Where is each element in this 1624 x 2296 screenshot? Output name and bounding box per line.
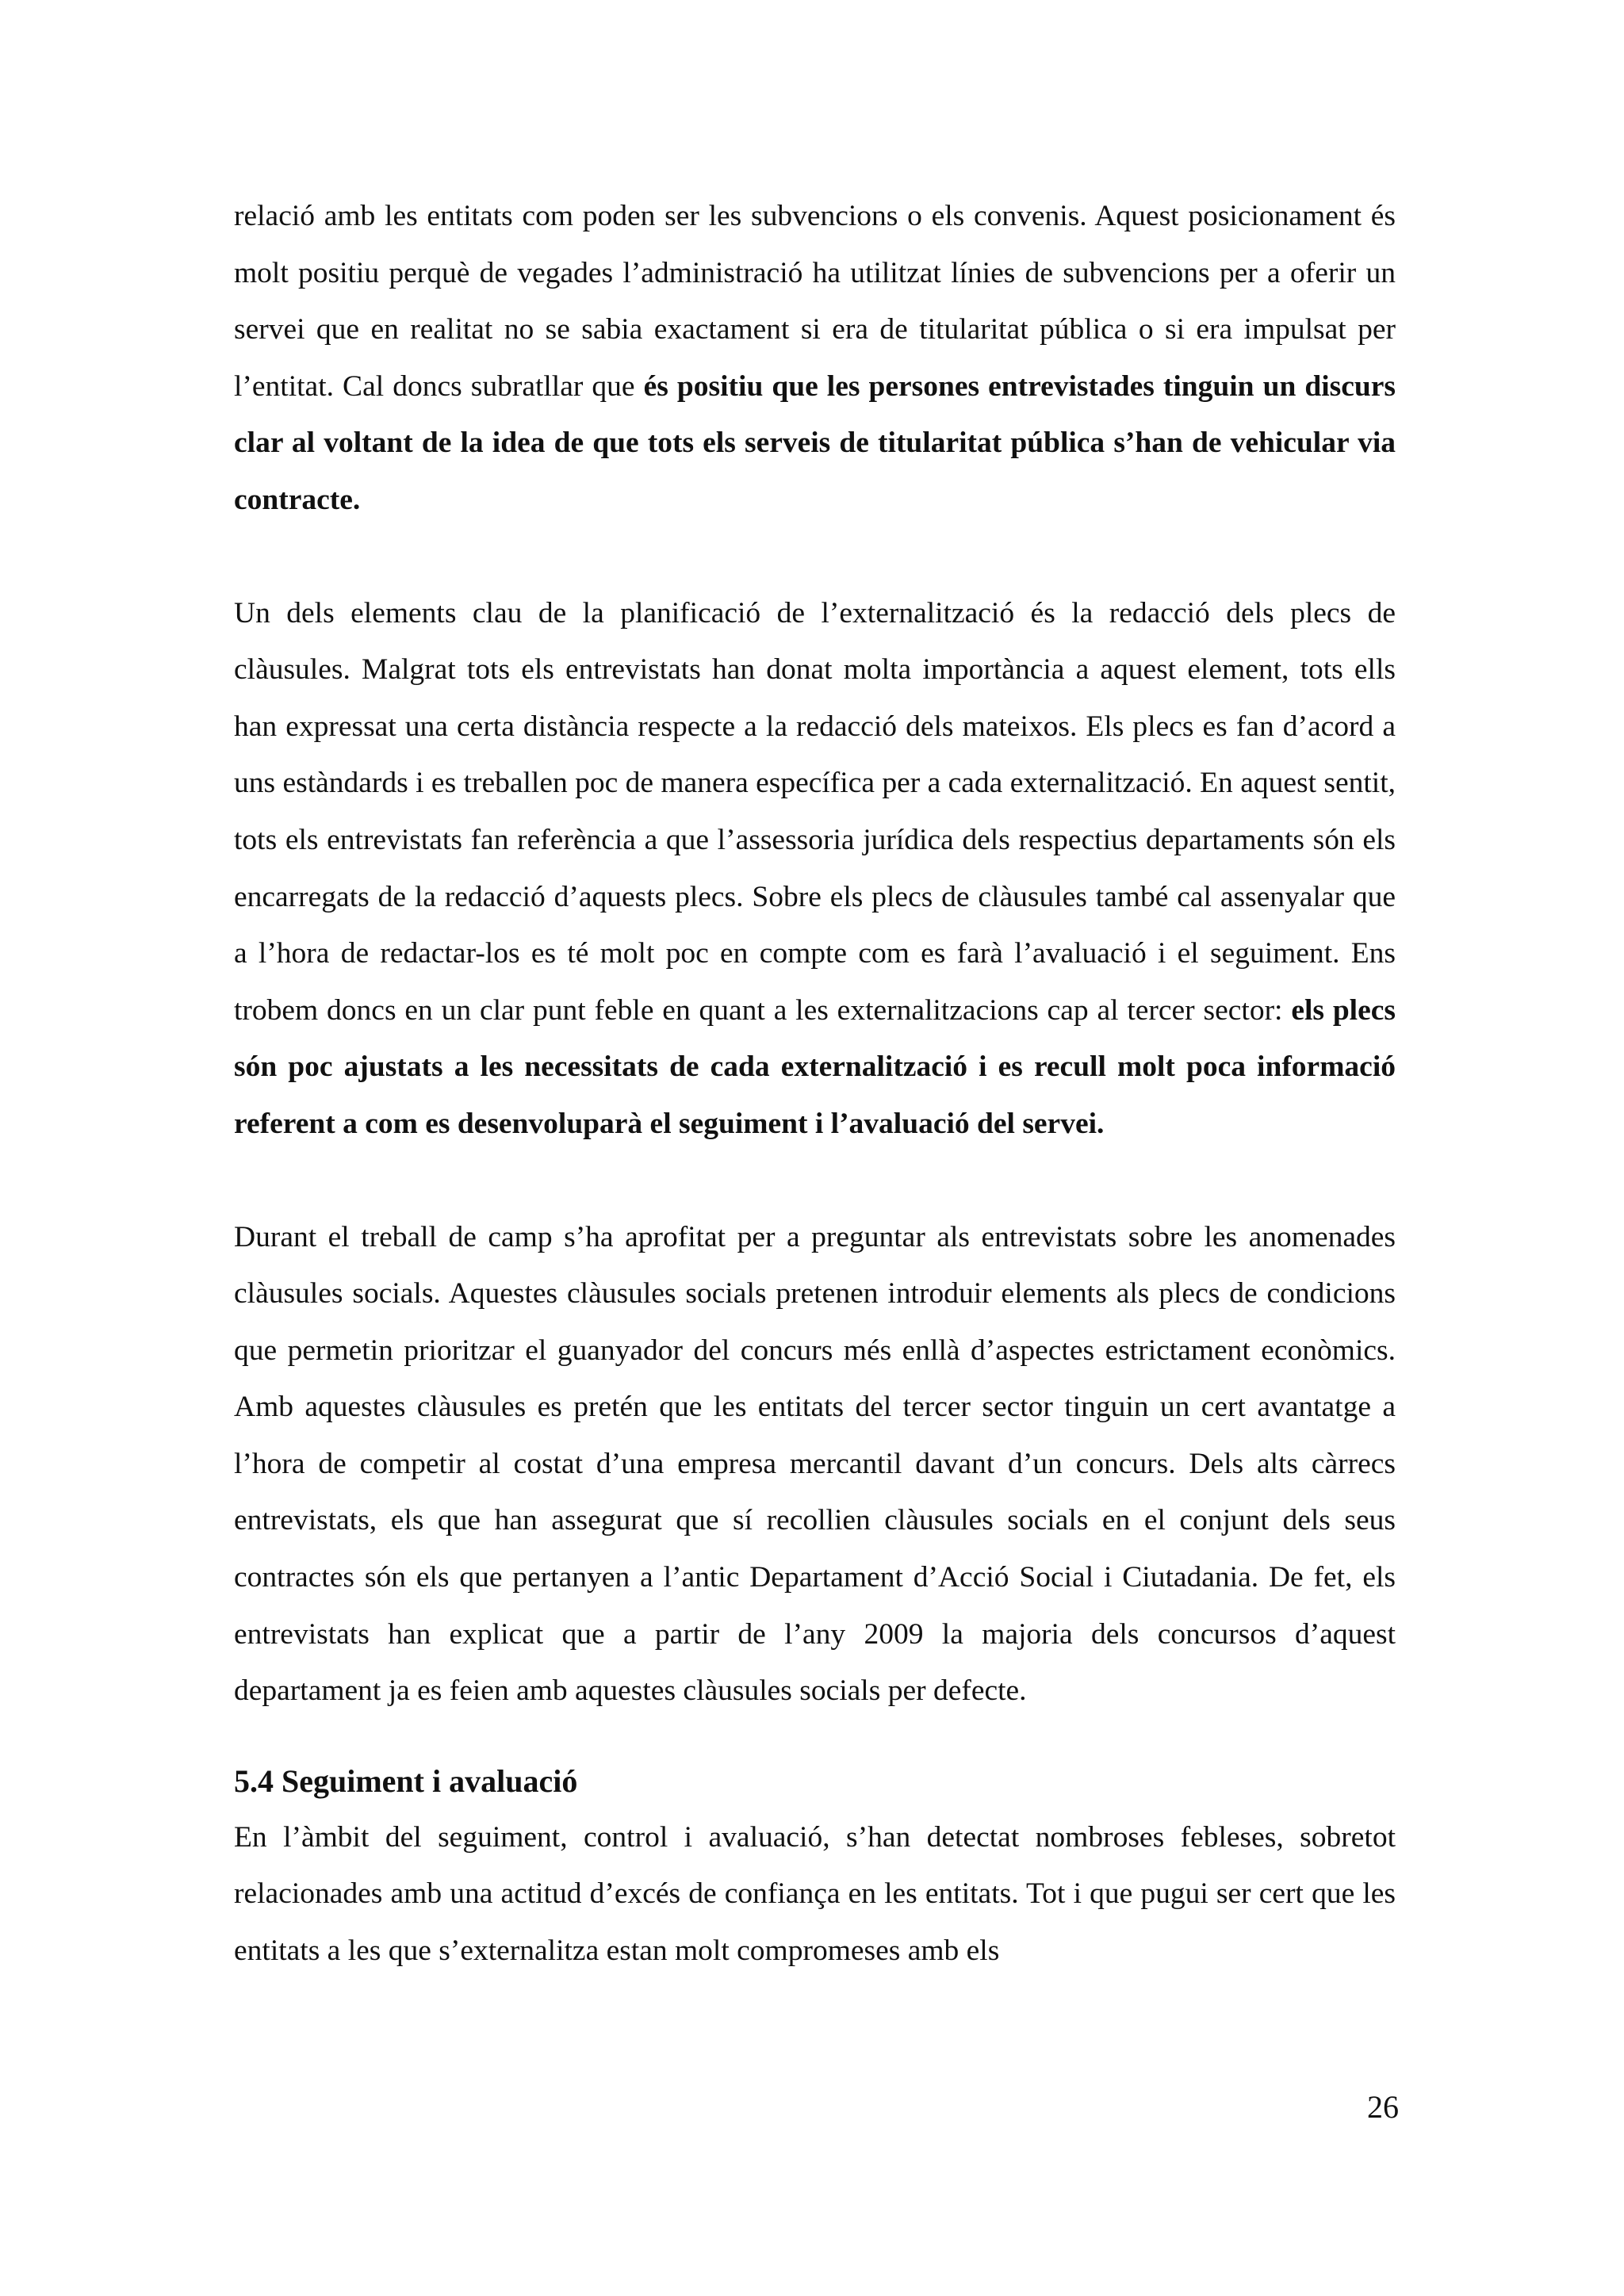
- paragraph-1-text: relació amb les entitats com poden ser les subvencions o els convenis. Aquest posicionament és molt positiu perquè de vegades l’administració ha utilitzat línies de subvencions per a oferir un servei que en realitat no se sabia exactament si era de titularitat pública o si era impulsat per l’entitat. Cal doncs subratllar que: [234, 200, 1396, 403]
- paragraph-2-bold: els plecs són poc ajustats a les necessitats de cada externalització i es recull molt poca informació referent a com es desenvoluparà el seguiment i l’avaluació del servei.: [234, 993, 1396, 1140]
- paragraph-2: [234, 585, 1396, 1153]
- page-number: 26: [1367, 2089, 1399, 2125]
- body-text: [234, 188, 1396, 1980]
- paragraph-4: [234, 1809, 1396, 1980]
- paragraph-4-text: En l’àmbit del seguiment, control i avaluació, s’han detectat nombroses febleses, sobretot relacionades amb una actitud d’excés de confiança en les entitats. Tot i que pugui ser cert que les entitats a les que s’externalitza estan molt compromeses amb els: [234, 1820, 1396, 1968]
- paragraph-3-text: Durant el treball de camp s’ha aprofitat per a preguntar als entrevistats sobre les anomenades clàusules socials. Aquestes clàusules socials pretenen introduir elements als plecs de condicions que permetin prioritzar el guanyador del concurs més enllà d’aspectes estrictament econòmics. Amb aquestes clàusules es pretén que les entitats del tercer sector tinguin un cert avantatge a l’hora de competir al costat d’una empresa mercantil davant d’un concurs. Dels alts càrrecs entrevistats, els que han assegurat que sí recollien clàusules socials en el conjunt dels seus contractes són els que pertanyen a l’antic Departament d’Acció Social i Ciutadania. De fet, els entrevistats han explicat que a partir de l’any 2009 la majoria dels concursos d’aquest departament ja es feien amb aquestes clàusules socials per defecte.: [234, 1220, 1396, 1708]
- paragraph-1: [234, 188, 1396, 529]
- section-heading: 5.4 Seguiment i avaluació: [234, 1762, 578, 1799]
- paragraph-1-bold: és positiu que les persones entrevistades tinguin un discurs clar al voltant de la idea de que tots els serveis de titularitat pública s’han de vehicular via contracte.: [234, 369, 1396, 516]
- paragraph-2-text: Un dels elements clau de la planificació de l’externalització és la redacció dels plecs de clàusules. Malgrat tots els entrevistats han donat molta importància a aquest element, tots ells han expressat una certa distància respecte a la redacció dels mateixos. Els plecs es fan d’acord a uns estàndards i es treballen poc de manera específica per a cada externalització. En aquest sentit, tots els entrevistats fan referència a que l’assessoria jurídica dels respectius departaments són els encarregats de la redacció d’aquests plecs. Sobre els plecs de clàusules també cal assenyalar que a l’hora de redactar-los es té molt poc en compte com es farà l’avaluació i el seguiment. Ens trobem doncs en un clar punt feble en quant a les externalitzacions cap al tercer sector:: [234, 596, 1396, 1027]
- paragraph-3: [234, 1209, 1396, 1720]
